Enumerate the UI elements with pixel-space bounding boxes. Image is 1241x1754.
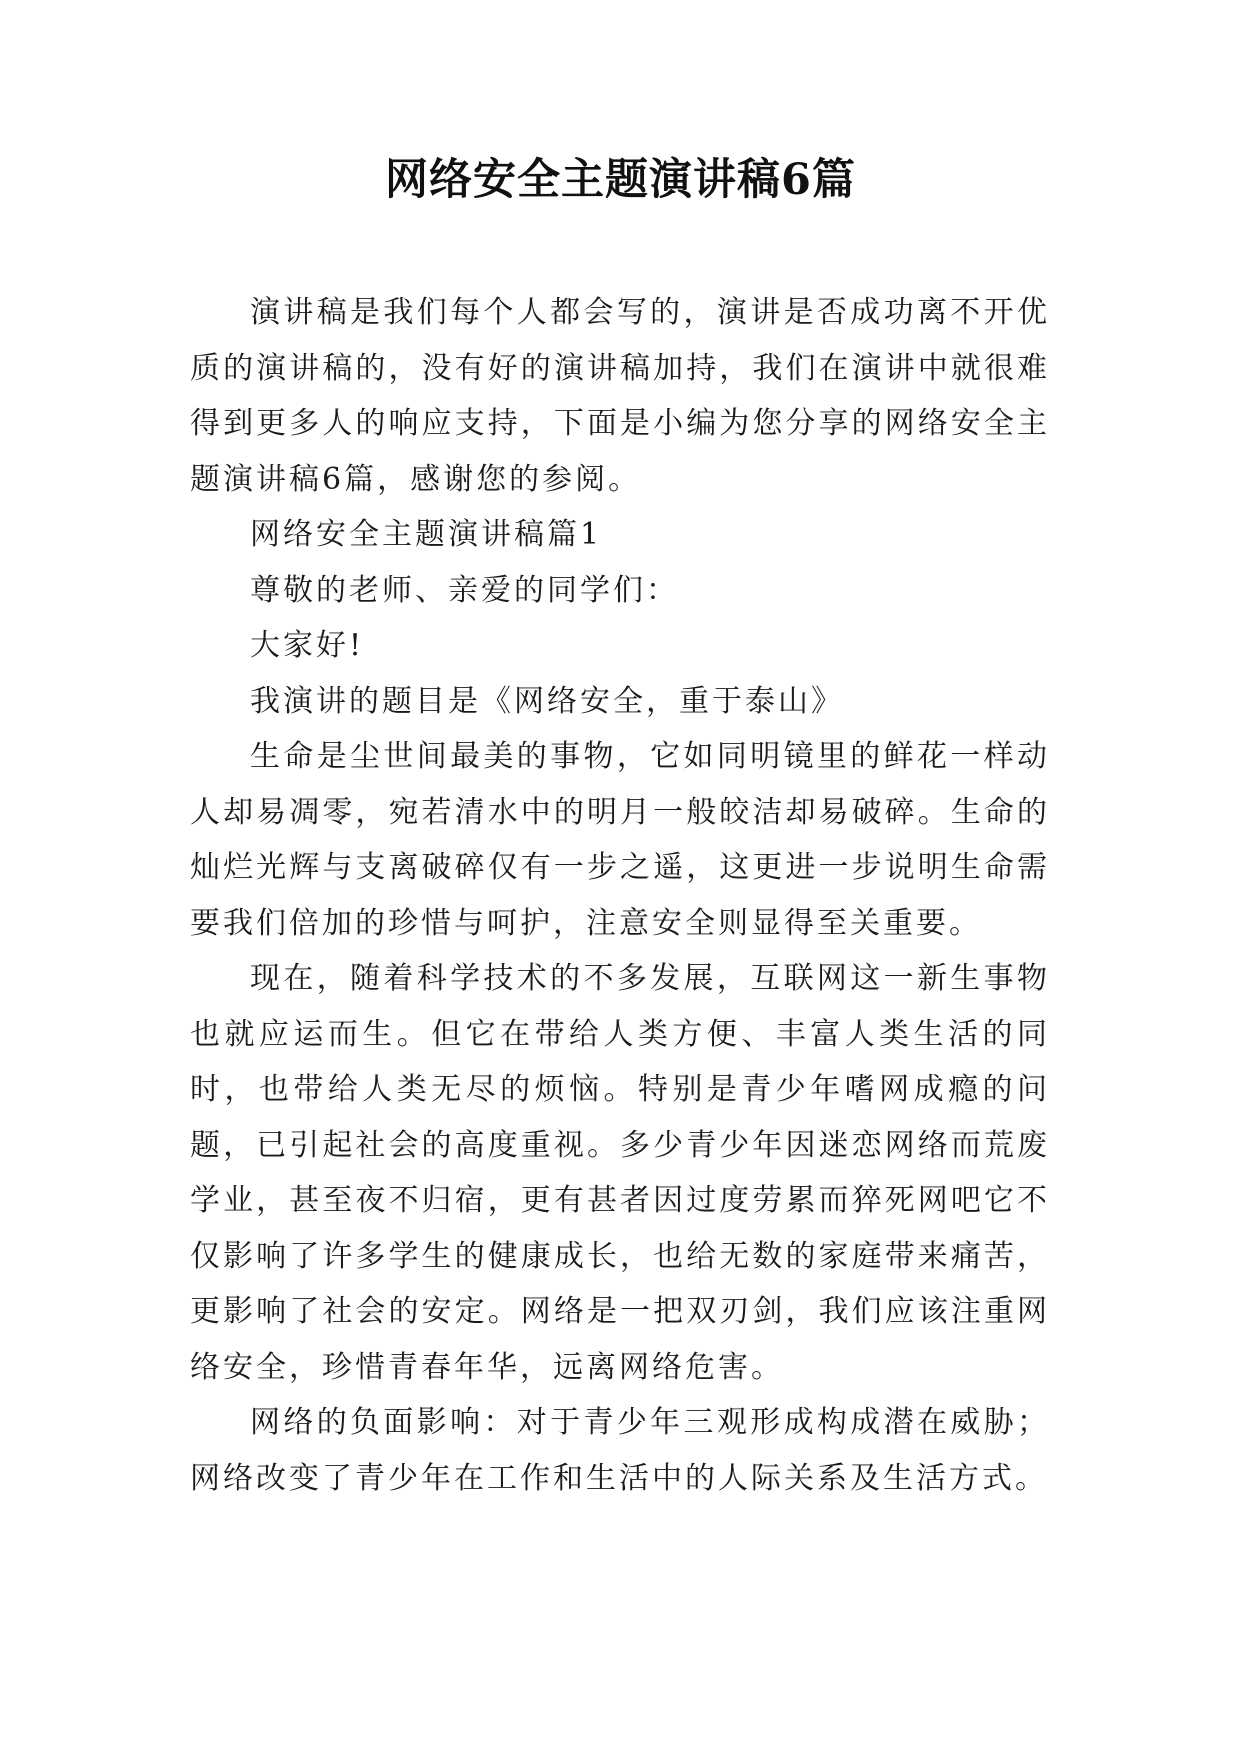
intro-paragraph: 演讲稿是我们每个人都会写的，演讲是否成功离不开优质的演讲稿的，没有好的演讲稿加持，我们在演讲中就很难得到更多人的响应支持，下面是小编为您分享的网络安全主题演讲稿6篇，感谢您的参阅。 (190, 295, 1050, 497)
document-title: 网络安全主题演讲稿6篇 (385, 155, 856, 205)
salutation: 尊敬的老师、亲爱的同学们： (250, 572, 679, 608)
body-paragraph: 现在，随着科学技术的不多发展，互联网这一新生事物也就应运而生。但它在带给人类方便、丰富人类生活的同时，也带给人类无尽的烦恼。特别是青少年嗜网成瘾的问题，已引起社会的高度重视。多少青少年因迷恋网络而荒废学业，甚至夜不归宿，更有甚者因过度劳累而猝死网吧它不仅影响了许多学生的健康成长，也给无数的家庭带来痛苦，更影响了社会的安定。网络是一把双刃剑，我们应该注重网络安全，珍惜青春年华，远离网络危害。 (190, 961, 1050, 1385)
greeting: 大家好! (250, 628, 365, 663)
body-paragraph: 生命是尘世间最美的事物，它如同明镜里的鲜花一样动人却易凋零，宛若清水中的明月一般皎洁却易破碎。生命的灿烂光辉与支离破碎仅有一步之遥，这更进一步说明生命需要我们倍加的珍惜与呵护，注意安全则显得至关重要。 (190, 739, 1050, 941)
speech-topic: 我演讲的题目是《网络安全，重于泰山》 (250, 683, 844, 719)
section-heading: 网络安全主题演讲稿篇1 (250, 517, 603, 552)
document-body (190, 285, 1050, 1506)
body-paragraph: 网络的负面影响：对于青少年三观形成构成潜在威胁；网络改变了青少年在工作和生活中的人际关系及生活方式。 (190, 1405, 1050, 1496)
